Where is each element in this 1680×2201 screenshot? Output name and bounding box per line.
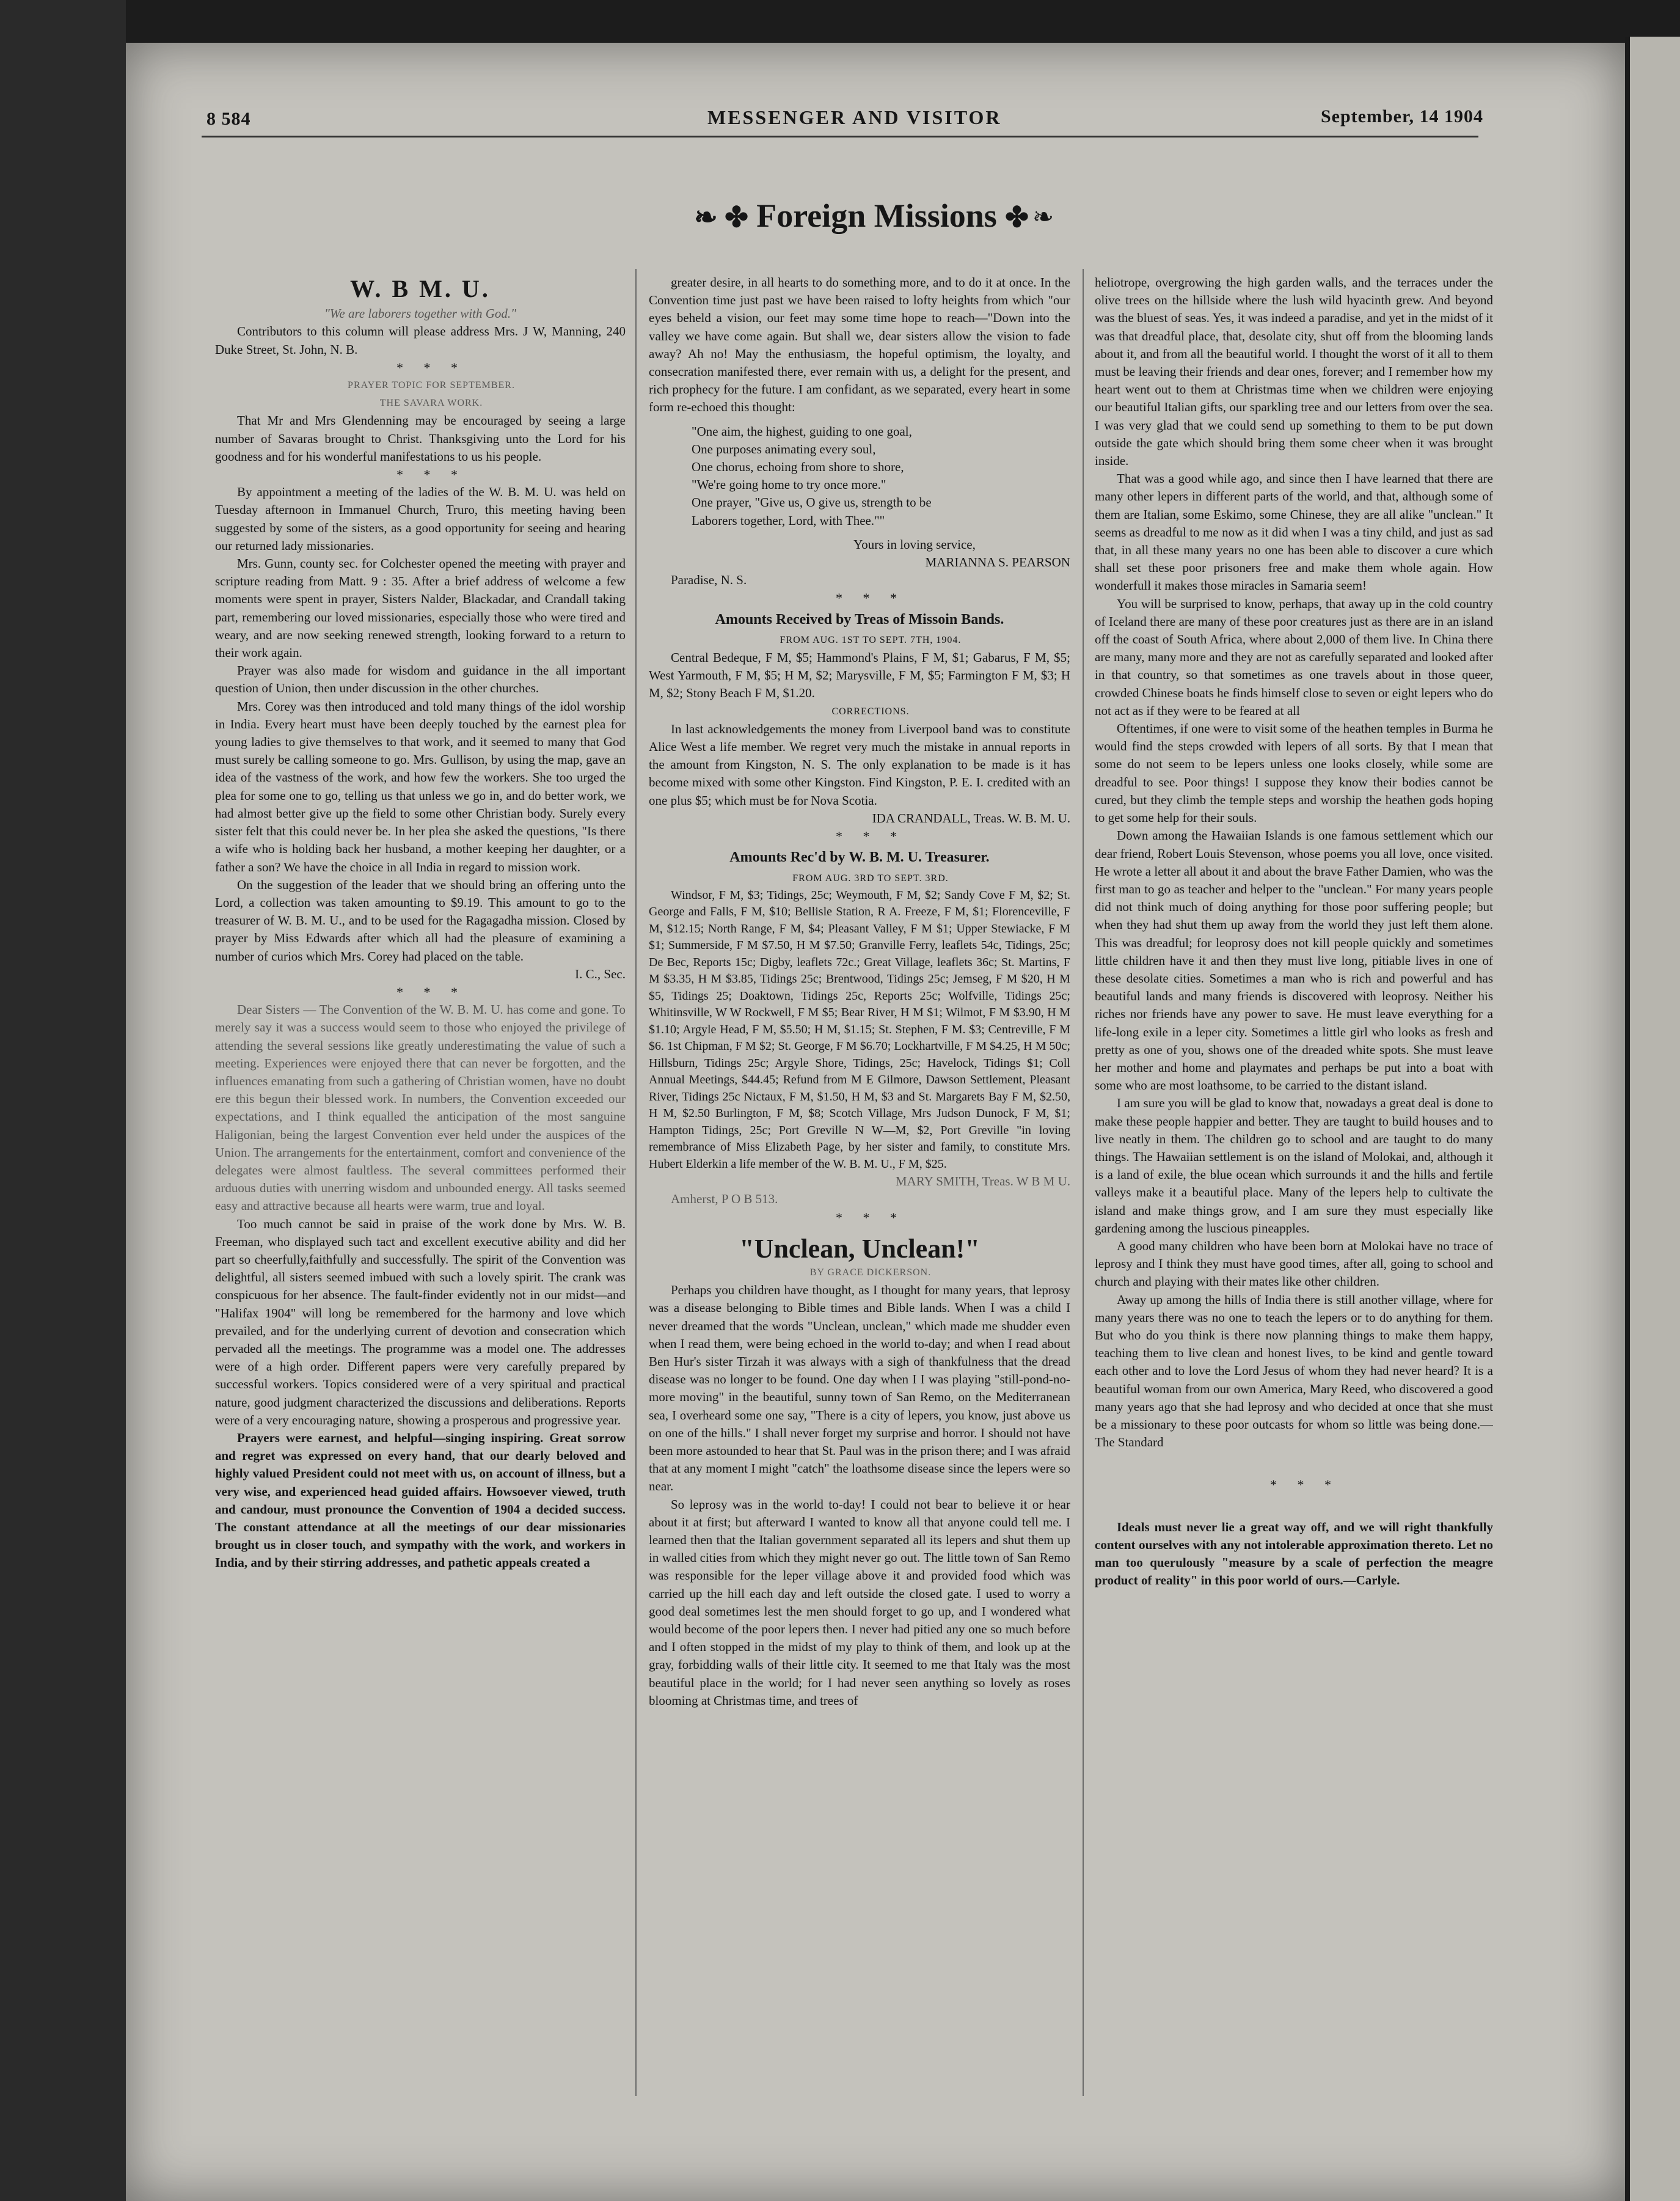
prayer-topic-heading: PRAYER TOPIC FOR SEPTEMBER. — [348, 380, 515, 391]
poem-line: "We're going home to try once more." — [692, 477, 886, 493]
wbmu-title: W. B M. U. — [350, 275, 491, 302]
scan-left-margin — [0, 0, 126, 2201]
stars-divider: * * * — [396, 467, 466, 483]
masthead: MESSENGER AND VISITOR — [707, 106, 1002, 128]
savara-heading: THE SAVARA WORK. — [379, 398, 483, 409]
stars-divider: * * * — [836, 590, 905, 606]
stars-divider: * * * — [1270, 1477, 1340, 1493]
article-paragraph: Dear Sisters — The Convention of the W. B. M. U. has come and gone. To merely say it was a success would seem to those who enjoyed the privilege of attending the several sessions like greatly underestimating the value of such a meeting. Experiences were enjoyed there that can never be forgotten, and the influences emanating from such a gathering of Christian women, have no doubt ere this begun their blessed work. In numbers, the Convention exceeded our expectations, and I think equalled the anticipation of the most sanguine Haligonian, being the largest Convention ever held under the auspices of the Union. The arrangements for the entertainment, comfort and convenience of the delegates were almost faultless. The several committees performed their arduous duties with unerring wisdom and unbounded energy. All tasks seemed easy and attractive because all hearts were warm, true and loyal. — [215, 1002, 626, 1214]
article-paragraph: Too much cannot be said in praise of the work done by Mrs. W. B. Freeman, who displayed such tact and excellent executive ability and did her part so cheerfully,faithfully and successfully. The spirit of the Convention was delightful, all sisters seemed imbued with such a lovely spirit. The crank was conspicuous for her absence. The fault-finder evidently not in our midst—and "Halifax 1904" will long be remembered for the harmony and love which prevailed, and for the underlying current of devotion and consecration which pervaded all the meetings. The programme was a model one. The addresses were of a high order. Different papers were very carefully prepared by successful workers. Topics considered were of a very spiritual and practical nature, good judgment characterized the discussions and deliberations. Reports were of a very encouraging nature, showing a prosperous and progressive year. — [215, 1216, 626, 1427]
heading-treasurer: Amounts Rec'd by W. B. M. U. Treasurer. — [729, 849, 990, 866]
column-amounts-unclean — [649, 274, 1070, 2145]
signature: MARY SMITH, Treas. W B M U. — [895, 1174, 1070, 1189]
article-paragraph: Prayers were earnest, and helpful—singing inspiring. Great sorrow and regret was expressed on every hand, that our dearly beloved and highly valued President could not meet with us, on account of illness, but a very wise, and experienced head guided affairs. Howsoever viewed, truth and candour, must pronounce the Convention of 1904 a decided success. The constant attendance at all the meetings of our dear missionaries brought us in closer touch, and sympathy with the work, and workers in India, and by their stirring addresses, and pathetic appeals created a — [215, 1430, 626, 1570]
article-paragraph: You will be surprised to know, perhaps, that away up in the cold country of Iceland there are many of these poor creatures just as there are in an island off the coast of South Africa, where about 2,000 of them live. In China there are many, many more and they are not as carefully separated and looked after in that country, so that sometimes as one travels about in those queer, crowded Chinese boats he finds himself close to seven or eight lepers who do not act as if they were to be feared at all — [1095, 596, 1493, 718]
page-number: 8 584 — [206, 109, 251, 129]
stars-divider: * * * — [836, 1209, 905, 1225]
amounts-list: Windsor, F M, $3; Tidings, 25c; Weymouth, F M, $2; Sandy Cove F M, $2; St. George and Falls, F M, $10; Bellisle Station, R A. Freeze, F M, $1; Florenceville, F M, $12.15; North Range, F M, $4; Pleasant Valley, F M $1; Upper Stewiacke, F M $1; Summerside, F M $7.50, H M $7.50; Granville Ferry, leaflets 54c, Tidings, 25c; De Bec, Reports 15c; Digby, leaflets 72c.; Great Village, leaflets 36c; St. Martins, F M $3.35, H M $3.85, Tidings 25c; Brentwood, Tidings 25c; Jemseg, F M $20, H M $5, Tidings 25; Doaktown, Tidings 25c, Reports 25c; Wolfville, Tidings 25c; Whitinsville, W W Rockwell, F M $5; Bear River, H M $1; Wilmot, F M $3.90, H M $1.10; Argyle Head, F M, $5.50; H M, $1.15; St. Stephen, F M. $3; Centreville, F M $6. 1st Chipman, F M $2; St. George, F M $6.70; Lockhartville, F M $4.25, H M 50c; Hillsburn, Tidings 25c; Argyle Shore, Tidings, 25c; Havelock, Tidings $1; Coll Annual Meetings, $44.45; Refund from M E Gilmore, Dawson Settlement, Pleasant River, Tidings 25c Nictaux, F M, $1.50, H M, $3 and St. Margarets Bay F M, $2.50, H M, $2.50 Burlington, F M, $8; Scotch Village, Mrs Judson Dunock, F M, $1; Hampton Tidings, 25c; Port Greville N W—M, $2, Port Greville "in loving remembrance of Miss Elizabeth Page, by her sister and family, to constitute Mrs. Hubert Elderkin a life member of the W. B. M. U., F M, $25. — [649, 888, 1070, 1171]
poem-line: One chorus, echoing from shore to shore, — [692, 460, 904, 475]
article-paragraph: I am sure you will be glad to know that, nowadays a great deal is done to make these people happier and better. They are taught to build houses and to live neatly in them. The children go to school and are taught to do many things. The Hawaiian settlement is on the island of Molokai, and, although it is a land of exile, the blue ocean which surrounds it and the hills and fertile valleys make it a beautiful place. Many of the lepers help to cultivate the island and make things grow, and I am sure they must especially like gardening among the luscious pineapples. — [1095, 1096, 1493, 1236]
stars-divider: * * * — [396, 984, 466, 1000]
poem-line: "One aim, the highest, guiding to one goal, — [692, 423, 912, 439]
issue-date: September, 14 1904 — [1321, 106, 1484, 126]
heading-mission-bands: Amounts Received by Treas of Missoin Bands. — [715, 611, 1004, 628]
address: Amherst, P O B 513. — [671, 1192, 778, 1207]
signature: IDA CRANDALL, Treas. W. B. M. U. — [872, 810, 1070, 826]
signature: MARIANNA S. PEARSON — [925, 555, 1070, 570]
article-paragraph: Perhaps you children have thought, as I thought for many years, that leprosy was a disease belonging to Bible times and Bible lands. When I was a child I never dreamed that the words "Unclean, unclean," which made me shudder even when I read them, were being echoed in the world to-day; and when I read about Ben Hur's sister Tirzah it was always with a sigh of thankfulness that the dread disease was no longer to be found. One day when I I was playing "still-pond-no-more moving" in the beautiful, sunny town of San Remo, on the Mediterranean sea, I overheard some one say, "There is a city of lepers, you know, just above us on one of the hills." I shall never forget my surprise and horror. I should not have been more astounded to hear that St. Paul was in the prison there; and I was afraid that at any moment I might "catch" the loathsome disease since the lepers were so near. — [649, 1283, 1070, 1494]
article-paragraph: heliotrope, overgrowing the high garden walls, and the terraces under the olive trees on the hillside where the lush wild hyacinth grew. And beyond was the bluest of seas. Yes, it was indeed a paradise, and yet in the midst of it was that dreadful place, that, desolate city, shut off from the blooming lands about it, and from all the beautiful world. I thought the worst of it all to them must be leaving their friends and dear ones, forever; and I remember how my heart went out to them at Christmas time when we children were enjoying our beautiful Italian gifts, our sparkling tree and our letters from over the sea. I was very glad that we could send up something to them to be put down outside the gate which should bring them some cheer when it was brought inside. — [1095, 275, 1493, 469]
poem-line: One prayer, "Give us, O give us, strength to be — [692, 495, 932, 510]
signature: I. C., Sec. — [575, 966, 626, 981]
poem-line: Laborers together, Lord, with Thee."" — [692, 513, 885, 528]
wbmu-motto: "We are laborers together with God." — [324, 306, 516, 321]
corrections-heading: CORRECTIONS. — [831, 706, 910, 717]
poem-line: One purposes animating every soul, — [692, 441, 876, 456]
header-rule — [202, 136, 1478, 137]
column-wbmu — [215, 269, 626, 2145]
article-paragraph: Prayer was also made for wisdom and guidance in the all important question of Union, then under discussion in the other churches. — [215, 663, 626, 696]
contributors-notice: Contributors to this column will please address Mrs. J W, Manning, 240 Duke Street, St. John, N. B. — [215, 324, 626, 357]
article-paragraph: A good many children who have been born at Molokai have no trace of leprosy and I think they must have good times, after all, going to school and church and playing with their mates like other children. — [1095, 1238, 1493, 1289]
article-paragraph: Mrs. Gunn, county sec. for Colchester opened the meeting with prayer and scripture reading from Matt. 9 : 35. After a brief address of welcome a few moments were spent in prayer, Sisters Nalder, Blackadar, and Crandall taking part, remembering our loved missionaries, especially those who were tired and weary, and are now seeking renewed strength, looking forward to a return to their work again. — [215, 556, 626, 661]
stars-divider: * * * — [836, 829, 905, 844]
closing-quote: Ideals must never lie a great way off, and we will right thankfully content ourselves with any not intolerable approximation thereto. Let no man too querulously "measure by a scale of perfection the meagre product of reality" in this poor world of ours.—Carlyle. — [1095, 1519, 1493, 1588]
poem — [692, 423, 1070, 530]
unclean-title: "Unclean, Unclean!" — [739, 1233, 980, 1264]
article-paragraph: So leprosy was in the world to-day! I could not bear to believe it or hear about it at first; but afterward I wanted to know all that anyone could tell me. I learned then that the Italian government separated all its lepers and shut them up in walled cities from which they might never go out. The little town of San Remo was responsible for the leper village above it and provided food which was carried up the hill each day and left outside the closed gate. I used to worry a good deal sometimes lest the men should forget to go up, and I wondered what would become of the poor lepers then. I never had pitied any one so much before and I often stopped in the midst of my play to think of them, and look up at the gray, forbidding walls of their little city. It seemed to me that Italy was the most beautiful place in the world; for I had never seen anything so lovely as roses blooming at Christmas time, and trees of — [649, 1496, 1070, 1708]
stars-divider: * * * — [396, 359, 466, 375]
column-unclean-continued — [1095, 274, 1493, 2145]
section-title: Foreign Missions — [756, 197, 997, 234]
place: Paradise, N. S. — [671, 573, 747, 588]
column-rule — [635, 269, 637, 2096]
article-paragraph: Oftentimes, if one were to visit some of the heathen temples in Burma he would find the steps crowded with lepers of all sorts. By that I mean that some do not seem to be lepers unless one looks closely, while some are dreadful to see. Poor things! I suppose they know their bodies cannot be cured, but they climb the temple steps and worship the heathen gods hoping to get some help for their souls. — [1095, 721, 1493, 826]
article-paragraph: greater desire, in all hearts to do something more, and to do it at once. In the Convention time just past we have been raised to lofty heights from which "our eyes beheld a vision, our feet may some time hope to reach—"Down into the valley we have come again. But shall we, dear sisters allow the vision to fade away? Ah no! May the enthusiasm, the hopeful optimism, the loyalty, and consecration manifested there, ever remain with us, a delight for the present, and rich prophecy for the future. I am confidant, as we separated, every heart in some form re-echoed this thought: — [649, 275, 1070, 415]
section-title-band — [648, 197, 1075, 235]
fleuron-ornament-icon: ✤ — [1005, 202, 1029, 233]
closing: Yours in loving service, — [853, 537, 976, 552]
article-paragraph: Away up among the hills of India there is still another village, where for many years there was no one to teach the lepers or to do anything for them. But who do you think is there now planning things to make them happy, teaching them to live clean and honest lives, to be kind and gentle toward each other and to love the Lord Jesus of whom they had never heard? It is a beautiful woman from our own America, Mary Reed, who discovered a good many years ago that she had leprosy and who decided at once that she must be a missionary to these poor outcasts for whom so little was being done.—The Standard — [1095, 1292, 1493, 1450]
prayer-paragraph: That Mr and Mrs Glendenning may be encouraged by seeing a large number of Savaras brought to Christ. Thanksgiving unto the Lord for his goodness and for his wonderful manifestations to us his people. — [215, 413, 626, 464]
date-range: FROM AUG. 1ST TO SEPT. 7TH, 1904. — [780, 634, 962, 645]
amounts-list: Central Bedeque, F M, $5; Hammond's Plains, F M, $1; Gabarus, F M, $5; West Yarmouth, F M, $5; H M, $2; Marysville, F M, $5; Farmington F M, $3; H M, $2; Stony Beach F M, $1.20. — [649, 650, 1070, 701]
article-paragraph: On the suggestion of the leader that we should bring an offering unto the Lord, a collection was taken amounting to $9.19. This amount to go to the treasurer of W. B. M. U., and to be used for the Ragagadha mission. Closed by prayer by Miss Edwards after which all had the pleasure of examining a number of curios which Mrs. Corey had placed on the table. — [215, 877, 626, 964]
article-paragraph: Down among the Hawaiian Islands is one famous settlement which our dear friend, Robert Louis Stevenson, whose poems you all love, once visited. He wrote a letter all about it and about the brave Father Damien, who was the first man to go as teacher and helper to the "unclean." For many years people did not think much of doing anything for those poor suffering people; but when they had shut them up away from the world they just left them alone. This was dreadful; for leoprosy does not kill people quickly and sometimes little children have it and then they must live long, pitiable lives in one of these desolate cities. Sometimes a man who is rich and powerful and has beautiful lands and many friends is discovered with leoprosy. Neither his riches nor friends have any power to save. He must leave everything for a life-long exile in a leper city. Sometimes a little girl who looks as fresh and pretty as one of you, shows one of the dreaded white spots. She must leave her mother and home and playmates and perhaps be put into a boat with some who are most loathsome, to be carried to the distant island. — [1095, 828, 1493, 1093]
fleuron-ornament-icon: ❧ ✤ — [694, 202, 748, 233]
corrections-text: In last acknowledgements the money from Liverpool band was to constitute Alice West a life member. We regret very much the mistake in annual reports in the amount from Kingston, N. S. The only explanation to be made is it has become mixed with some other Kingston. Find Kingston, P. E. I. credited with an one plus $5; which must be for Nova Scotia. — [649, 721, 1070, 808]
date-range: FROM AUG. 3RD TO SEPT. 3RD. — [792, 873, 949, 884]
column-rule — [1083, 269, 1084, 2096]
fleuron-ornament-icon: ❧ — [1032, 203, 1054, 232]
byline: BY GRACE DICKERSON. — [809, 1267, 932, 1278]
article-paragraph: That was a good while ago, and since then I have learned that there are many other lepers in different parts of the world, and that, although some of them are Italian, some Eskimo, some Chinese, they are all alike "unclean." It seems as dreadful to me now as it did when I was a tiny child, and just as sad that, in all these many years no one has been able to discover a cure which shall set these poor prisoners free and make them whole again. How wonderfull it makes those miracles in Samaria seem! — [1095, 471, 1493, 593]
article-paragraph: Mrs. Corey was then introduced and told many things of the idol worship in India. Every heart must have been deeply touched by the earnest plea for young ladies to give themselves to that work, and it seemed to many that God must surely be calling someone to go. Mrs. Gullison, by using the map, gave an idea of the vastness of the work, and how few the workers. She too urged the plea for some one to go, telling us that unless we go in, and do better work, we had almost better give up the field to some other Christian body. Surely every sister felt that this could never be. In her plea she asked the questions, "Is there a wife who is holding back her husband, a mother keeping her daughter, or a father a son? We have the choice in all India in regard to mission work. — [215, 698, 626, 874]
article-paragraph: By appointment a meeting of the ladies of the W. B. M. U. was held on Tuesday afternoon in Immanuel Church, Truro, this meeting having been suggested by some of the sisters, as a good opportunity for seeing and hearing our returned lady missionaries. — [215, 485, 626, 553]
scan-right-margin — [1625, 37, 1680, 2201]
